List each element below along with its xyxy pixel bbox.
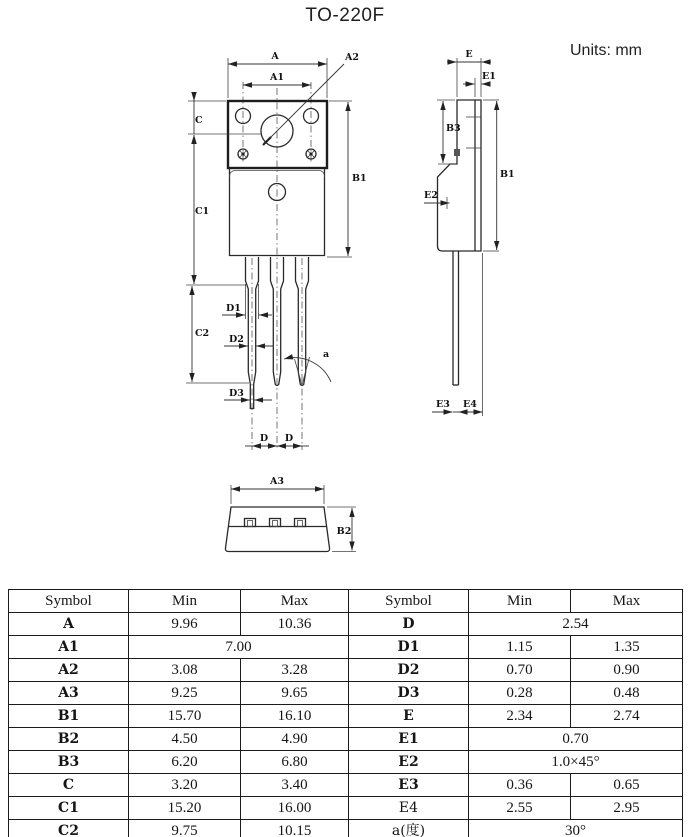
value-cell: 0.28	[469, 682, 571, 705]
header-max-left: Max	[241, 590, 349, 613]
symbol-cell: a(度)	[349, 820, 469, 837]
symbol-cell: D2	[349, 659, 469, 682]
value-cell: 3.20	[129, 774, 241, 797]
value-cell: 0.65	[571, 774, 683, 797]
symbol-cell: C	[9, 774, 129, 797]
lead-cross-sections	[245, 519, 306, 527]
value-cell: 1.35	[571, 636, 683, 659]
symbol-cell: D1	[349, 636, 469, 659]
symbol-cell: D	[349, 613, 469, 636]
symbol-cell: D3	[349, 682, 469, 705]
value-cell: 16.00	[241, 797, 349, 820]
dim-label-B1-front: B1	[352, 173, 367, 184]
table-row	[9, 659, 683, 682]
dim-label-E: E	[465, 49, 473, 60]
value-cell: 9.65	[241, 682, 349, 705]
dim-label-D-left: D	[259, 433, 269, 444]
dim-label-D3: D3	[229, 388, 244, 399]
value-cell: 0.36	[469, 774, 571, 797]
page-title: TO-220F	[305, 5, 385, 26]
value-cell: 2.55	[469, 797, 571, 820]
dim-label-C: C	[195, 115, 203, 126]
symbol-cell: E4	[349, 797, 469, 820]
value-cell: 3.08	[129, 659, 241, 682]
dim-label-C1: C1	[195, 206, 210, 217]
value-cell: 3.40	[241, 774, 349, 797]
value-cell: 0.70	[469, 659, 571, 682]
value-cell: 3.28	[241, 659, 349, 682]
symbol-cell: E	[349, 705, 469, 728]
table-row	[9, 728, 683, 751]
dim-label-E2: E2	[424, 190, 438, 201]
symbol-cell: A1	[9, 636, 129, 659]
table-row	[9, 774, 683, 797]
front-view	[186, 51, 367, 450]
dim-label-D-right: D	[284, 433, 294, 444]
header-symbol-left: Symbol	[9, 590, 129, 613]
value-cell: 15.20	[129, 797, 241, 820]
header-max-right: Max	[571, 590, 683, 613]
value-cell: 9.25	[129, 682, 241, 705]
symbol-cell: A3	[9, 682, 129, 705]
dim-label-E1: E1	[482, 71, 496, 82]
table-row	[9, 820, 683, 837]
value-cell: 9.96	[129, 613, 241, 636]
symbol-cell: B2	[9, 728, 129, 751]
value-cell: 0.48	[571, 682, 683, 705]
value-cell: 15.70	[129, 705, 241, 728]
bottom-view	[225, 476, 356, 552]
dim-label-E4: E4	[463, 399, 477, 410]
dim-label-E3: E3	[436, 399, 450, 410]
merged-value-cell: 30°	[469, 820, 683, 837]
merged-value-cell: 2.54	[469, 613, 683, 636]
header-symbol-right: Symbol	[349, 590, 469, 613]
table-row	[9, 613, 683, 636]
table-row	[9, 751, 683, 774]
symbol-cell: E3	[349, 774, 469, 797]
dimension-table	[8, 589, 683, 837]
value-cell: 10.15	[241, 820, 349, 837]
symbol-cell: B3	[9, 751, 129, 774]
value-cell: 2.74	[571, 705, 683, 728]
value-cell: 0.90	[571, 659, 683, 682]
rivet-side-mark	[454, 149, 460, 156]
value-cell: 2.34	[469, 705, 571, 728]
bottom-body-outline	[225, 507, 329, 552]
dim-label-C2: C2	[195, 328, 210, 339]
table-row	[9, 797, 683, 820]
header-min-left: Min	[129, 590, 241, 613]
value-cell: 4.50	[129, 728, 241, 751]
value-cell: 16.10	[241, 705, 349, 728]
dim-label-D2: D2	[229, 334, 244, 345]
symbol-cell: B1	[9, 705, 129, 728]
value-cell: 2.95	[571, 797, 683, 820]
merged-value-cell: 0.70	[469, 728, 683, 751]
dim-label-B2: B2	[336, 526, 352, 537]
dim-label-A2: A2	[345, 52, 359, 63]
dim-label-A3: A3	[270, 476, 284, 487]
dim-label-B3: B3	[446, 123, 461, 134]
symbol-cell: A2	[9, 659, 129, 682]
value-cell: 6.20	[129, 751, 241, 774]
value-cell: 6.80	[241, 751, 349, 774]
symbol-cell: E1	[349, 728, 469, 751]
dim-label-A1: A1	[270, 72, 284, 83]
table-row	[9, 705, 683, 728]
table-row	[9, 682, 683, 705]
value-cell: 1.15	[469, 636, 571, 659]
value-cell: 10.36	[241, 613, 349, 636]
table-header-row	[9, 590, 683, 613]
dim-label-alpha: a	[323, 349, 330, 360]
symbol-cell: C1	[9, 797, 129, 820]
symbol-cell: A	[9, 613, 129, 636]
symbol-cell: E2	[349, 751, 469, 774]
dim-label-A: A	[271, 51, 279, 62]
dim-label-D1: D1	[226, 303, 241, 314]
header-min-right: Min	[469, 590, 571, 613]
dim-label-B1-side: B1	[500, 169, 515, 180]
side-view	[424, 49, 515, 416]
merged-value-cell: 7.00	[129, 636, 349, 659]
value-cell: 4.90	[241, 728, 349, 751]
merged-value-cell: 1.0×45°	[469, 751, 683, 774]
value-cell: 9.75	[129, 820, 241, 837]
units-label: Units: mm	[570, 42, 642, 59]
symbol-cell: C2	[9, 820, 129, 837]
table-row	[9, 636, 683, 659]
